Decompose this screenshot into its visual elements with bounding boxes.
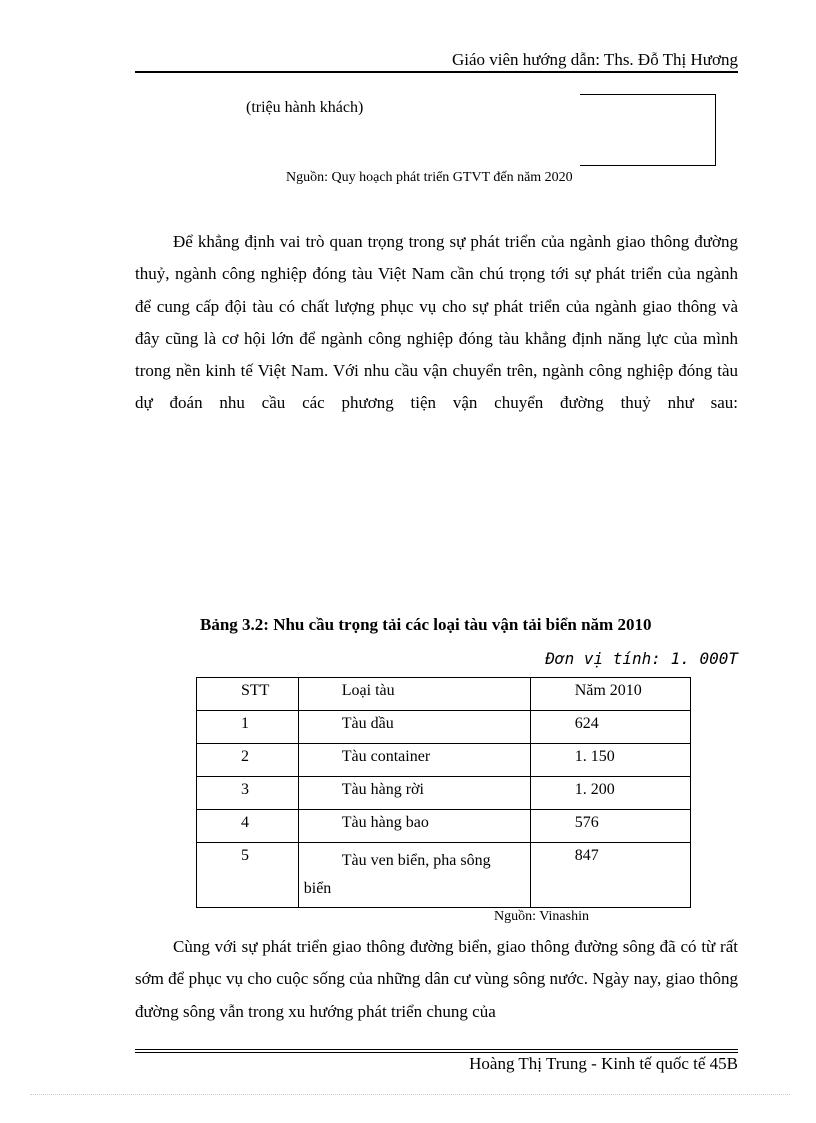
- ship-demand-table: [196, 677, 691, 908]
- footer-divider-bottom: [135, 1052, 738, 1053]
- cell-ship-type: Tàu container: [298, 744, 530, 777]
- body-paragraph-1-text: Để khẳng định vai trò quan trọng trong sự phát triển của ngành giao thông đường thuỷ, ngành công nghiệp đóng tàu Việt Nam cần chú trọng tới sự phát triển của ngành để cung cấp đội tàu có chất lượng phục vụ cho sự phát triển của ngành giao thông và đây cũng là cơ hội lớn để ngành công nghiệp đóng tàu khẳng định năng lực của mình trong nền kinh tế Việt Nam. Với nhu cầu vận chuyển trên, ngành công nghiệp đóng tàu dự đoán nhu cầu các phương tiện vận chuyển đường thuỷ như sau:: [135, 232, 738, 413]
- cell-value: 576: [530, 810, 690, 843]
- footer-divider-top: [135, 1049, 738, 1050]
- cell-stt: 4: [197, 810, 299, 843]
- cell-stt: 2: [197, 744, 299, 777]
- table-row: [197, 744, 691, 777]
- cell-ship-type: Tàu hàng bao: [298, 810, 530, 843]
- table-title: Bảng 3.2: Nhu cầu trọng tải các loại tàu vận tải biển năm 2010: [200, 615, 652, 634]
- table-row: [197, 810, 691, 843]
- cell-value: 624: [530, 711, 690, 744]
- body-paragraph-2: [135, 931, 738, 1028]
- table-row: [197, 843, 691, 908]
- cell-stt: 3: [197, 777, 299, 810]
- cell-value: 1. 200: [530, 777, 690, 810]
- cell-ship-type: [298, 843, 530, 908]
- table-row: [197, 777, 691, 810]
- footer-author: Hoàng Thị Trung - Kinh tế quốc tế 45B: [469, 1054, 738, 1073]
- cell-ship-type: Tàu dầu: [298, 711, 530, 744]
- page-bottom-edge: [30, 1094, 790, 1095]
- cell-ship-type-line-2: biển: [303, 880, 332, 897]
- table-row: [197, 711, 691, 744]
- table-header-row: [197, 678, 691, 711]
- cell-ship-type: Tàu hàng rời: [298, 777, 530, 810]
- cell-value: 1. 150: [530, 744, 690, 777]
- header-stt: STT: [197, 678, 299, 711]
- cell-stt: 1: [197, 711, 299, 744]
- previous-table-cell-border: [580, 94, 716, 166]
- cell-stt: 5: [197, 843, 299, 908]
- table-unit: Đơn vị tính: 1. 000T: [545, 649, 738, 668]
- previous-table-row-label: (triệu hành khách): [246, 99, 364, 116]
- previous-table-source: Nguồn: Quy hoạch phát triển GTVT đến năm 2020: [286, 170, 573, 185]
- body-paragraph-2-text: Cùng với sự phát triển giao thông đường biển, giao thông đường sông đã có từ rất sớm để phục vụ cho cuộc sống của những dân cư vùng sông nước. Ngày nay, giao thông đường sông vẫn trong xu hướng phát triển chung của: [135, 937, 738, 1021]
- body-paragraph-1: [135, 226, 738, 420]
- header-ship-type: Loại tàu: [298, 678, 530, 711]
- cell-ship-type-line-1: Tàu ven biển, pha sông: [341, 852, 491, 869]
- header-year-2010: Năm 2010: [530, 678, 690, 711]
- cell-value: 847: [530, 843, 690, 908]
- table-source: Nguồn: Vinashin: [494, 909, 589, 924]
- header-divider: [135, 71, 738, 73]
- header-advisor: Giáo viên hướng dẫn: Ths. Đỗ Thị Hương: [451, 50, 738, 69]
